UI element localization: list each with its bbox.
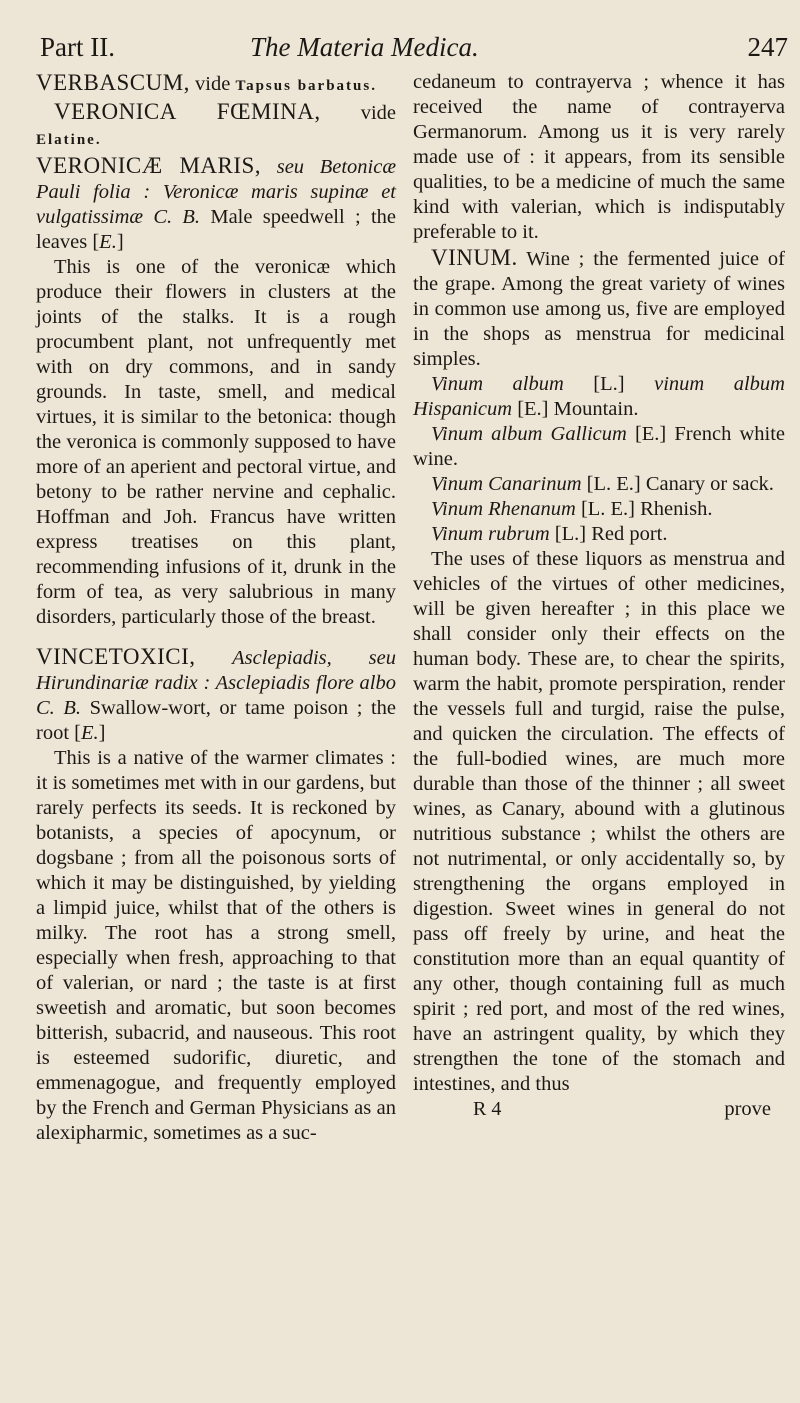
- pharmacopoeia-mark: E.: [80, 722, 99, 744]
- wine-item: [413, 472, 785, 497]
- pharmacopoeia-mark: E.: [99, 231, 117, 253]
- english-name: Male speedwell ; the leaves [: [36, 206, 396, 253]
- cross-reference: Tapsus barbatus.: [235, 78, 377, 94]
- wine-latin-name: Vinum Rhenanum: [431, 498, 576, 520]
- entry-verbascum: [36, 70, 396, 99]
- entry-veronicae-maris: [36, 153, 396, 630]
- bracket-close: ]: [116, 231, 124, 253]
- page-number: 247: [747, 32, 788, 62]
- wine-item: [413, 422, 785, 472]
- entry-headword: VERBASCUM,: [36, 70, 190, 95]
- wine-details: [E.] Mountain.: [512, 398, 639, 420]
- wine-latin-name: Vinum rubrum: [431, 523, 550, 545]
- wine-uses-paragraph: The uses of these liquors as menstrua and vehicles of the virtues of other medicines, will be given hereafter ; in this place we shall consider only their effects on the human body. These are, to chear the spirits, warm the habit, promote perspiration, render the vessels full and turgid, raise the pulse, and quicken the circulation. The effects of the full-bodied wines, are much more durable than those of the thinner ; all sweet wines, as Canary, abound with a glutinous nutritious substance ; whilst the others are not nutrimental, or only accidentally so, by strengthening the organs employed in digestion. Sweet wines in general do not pass off freely by urine, and heat the constitution more than an equal quantity of any other, though containing full as much spirit ; red port, and most of the red wines, have an astringent quality, by which they strengthen the tone of the stomach and intestines, and thus: [413, 548, 785, 1095]
- entry-text: Wine ; the fermented juice of the grape. Among the great variety of wines in common use among us, five are employed in the shops as menstrua for medicinal simples.: [413, 248, 785, 370]
- wine-details: [L. E.] Canary or sack.: [581, 473, 774, 495]
- wine-item: [413, 522, 785, 547]
- entry-vinum: [413, 245, 785, 1122]
- entry-text: vide: [189, 73, 236, 95]
- wine-latin-name: Vinum album Gallicum: [431, 423, 627, 445]
- entry-definition: [413, 245, 785, 372]
- entry-vincetoxici: [36, 644, 396, 1146]
- latin-synonyms: seu Betonicæ Pauli folia : Veronicæ maris supinæ et vulgatissimæ C. B.: [36, 156, 396, 228]
- wine-item: [413, 372, 785, 422]
- continued-text: cedaneum to contrayerva ; whence it has received the name of contrayerva Germanorum. Among us it is very rarely made use of : it appears, from its sensible qualities, to be a medicine of much the same kind with valerian, which is indisputably preferable to it.: [413, 71, 785, 243]
- left-column: [36, 70, 396, 1160]
- wine-latin-name: vinum album Hispanicum: [413, 373, 785, 420]
- wine-latin-name: Vinum album: [431, 373, 564, 395]
- wine-latin-name: Vinum Canarinum: [431, 473, 582, 495]
- page-footer: [413, 1097, 785, 1122]
- entry-definition: [36, 644, 396, 746]
- latin-synonyms: Asclepiadis, seu Hirundinariæ radix : Asclepiadis flore albo C. B.: [36, 647, 396, 719]
- entry-description: This is a native of the warmer climates : it is sometimes met with in our gardens, but rarely perfects its seeds. It is reckoned by botanists, a species of apocynum, or dogsbane ; from all the poisonous sorts of which it may be distinguished, by yielding a limpid juice, whilst that of the others is milky. The root has a strong smell, especially when fresh, approaching to that of valerian, or nard ; the taste is at first sweetish and aromatic, but soon becomes bitterish, subacrid, and nauseous. This root is esteemed sudorific, diuretic, and emmenagogue, and frequently employed by the French and German Physicians as an alexipharmic, sometimes as a suc-: [36, 747, 396, 1144]
- part-label: Part II.: [40, 32, 115, 62]
- entry-headword: VERONICÆ MARIS,: [36, 153, 262, 178]
- bracket-close: ]: [98, 722, 106, 744]
- wine-details: [L.] Red port.: [549, 523, 668, 545]
- wine-item: [413, 497, 785, 522]
- entry-headword: VINUM.: [431, 245, 518, 270]
- entry-text: vide: [320, 102, 396, 124]
- cross-reference: Elatine.: [36, 132, 102, 148]
- signature-mark: R 4: [473, 1098, 502, 1120]
- entry-definition: [36, 153, 396, 255]
- wine-details: [L.]: [563, 373, 655, 395]
- right-column: [413, 70, 785, 1136]
- wine-details: [E.] French white wine.: [413, 423, 786, 470]
- wine-details: [L. E.] Rhenish.: [575, 498, 713, 520]
- entry-description: This is one of the veronicæ which produce their flowers in clusters at the joints of the stalks. It is a rough procumbent plant, not unfrequently met with on dry commons, and in sandy grounds. In taste, smell, and medical virtues, it is similar to the betonica: though the veronica is commonly supposed to have more of an aperient and pectoral virtue, and betony to be rather nervine and cephalic. Hoffman and Joh. Francus have written express treatises on this plant, recommending infusions of it, drunk in the form of tea, as very salubrious in many disorders, particularly those of the breast.: [36, 256, 396, 628]
- running-title: The Materia Medica.: [250, 32, 479, 62]
- entry-veronica-foemina: [36, 99, 396, 153]
- entry-headword: VERONICA FŒMINA,: [54, 99, 321, 124]
- entry-headword: VINCETOXICI,: [36, 644, 196, 669]
- catchword: prove: [724, 1098, 771, 1120]
- english-name: Swallow-wort, or tame poison ; the root [: [36, 697, 396, 744]
